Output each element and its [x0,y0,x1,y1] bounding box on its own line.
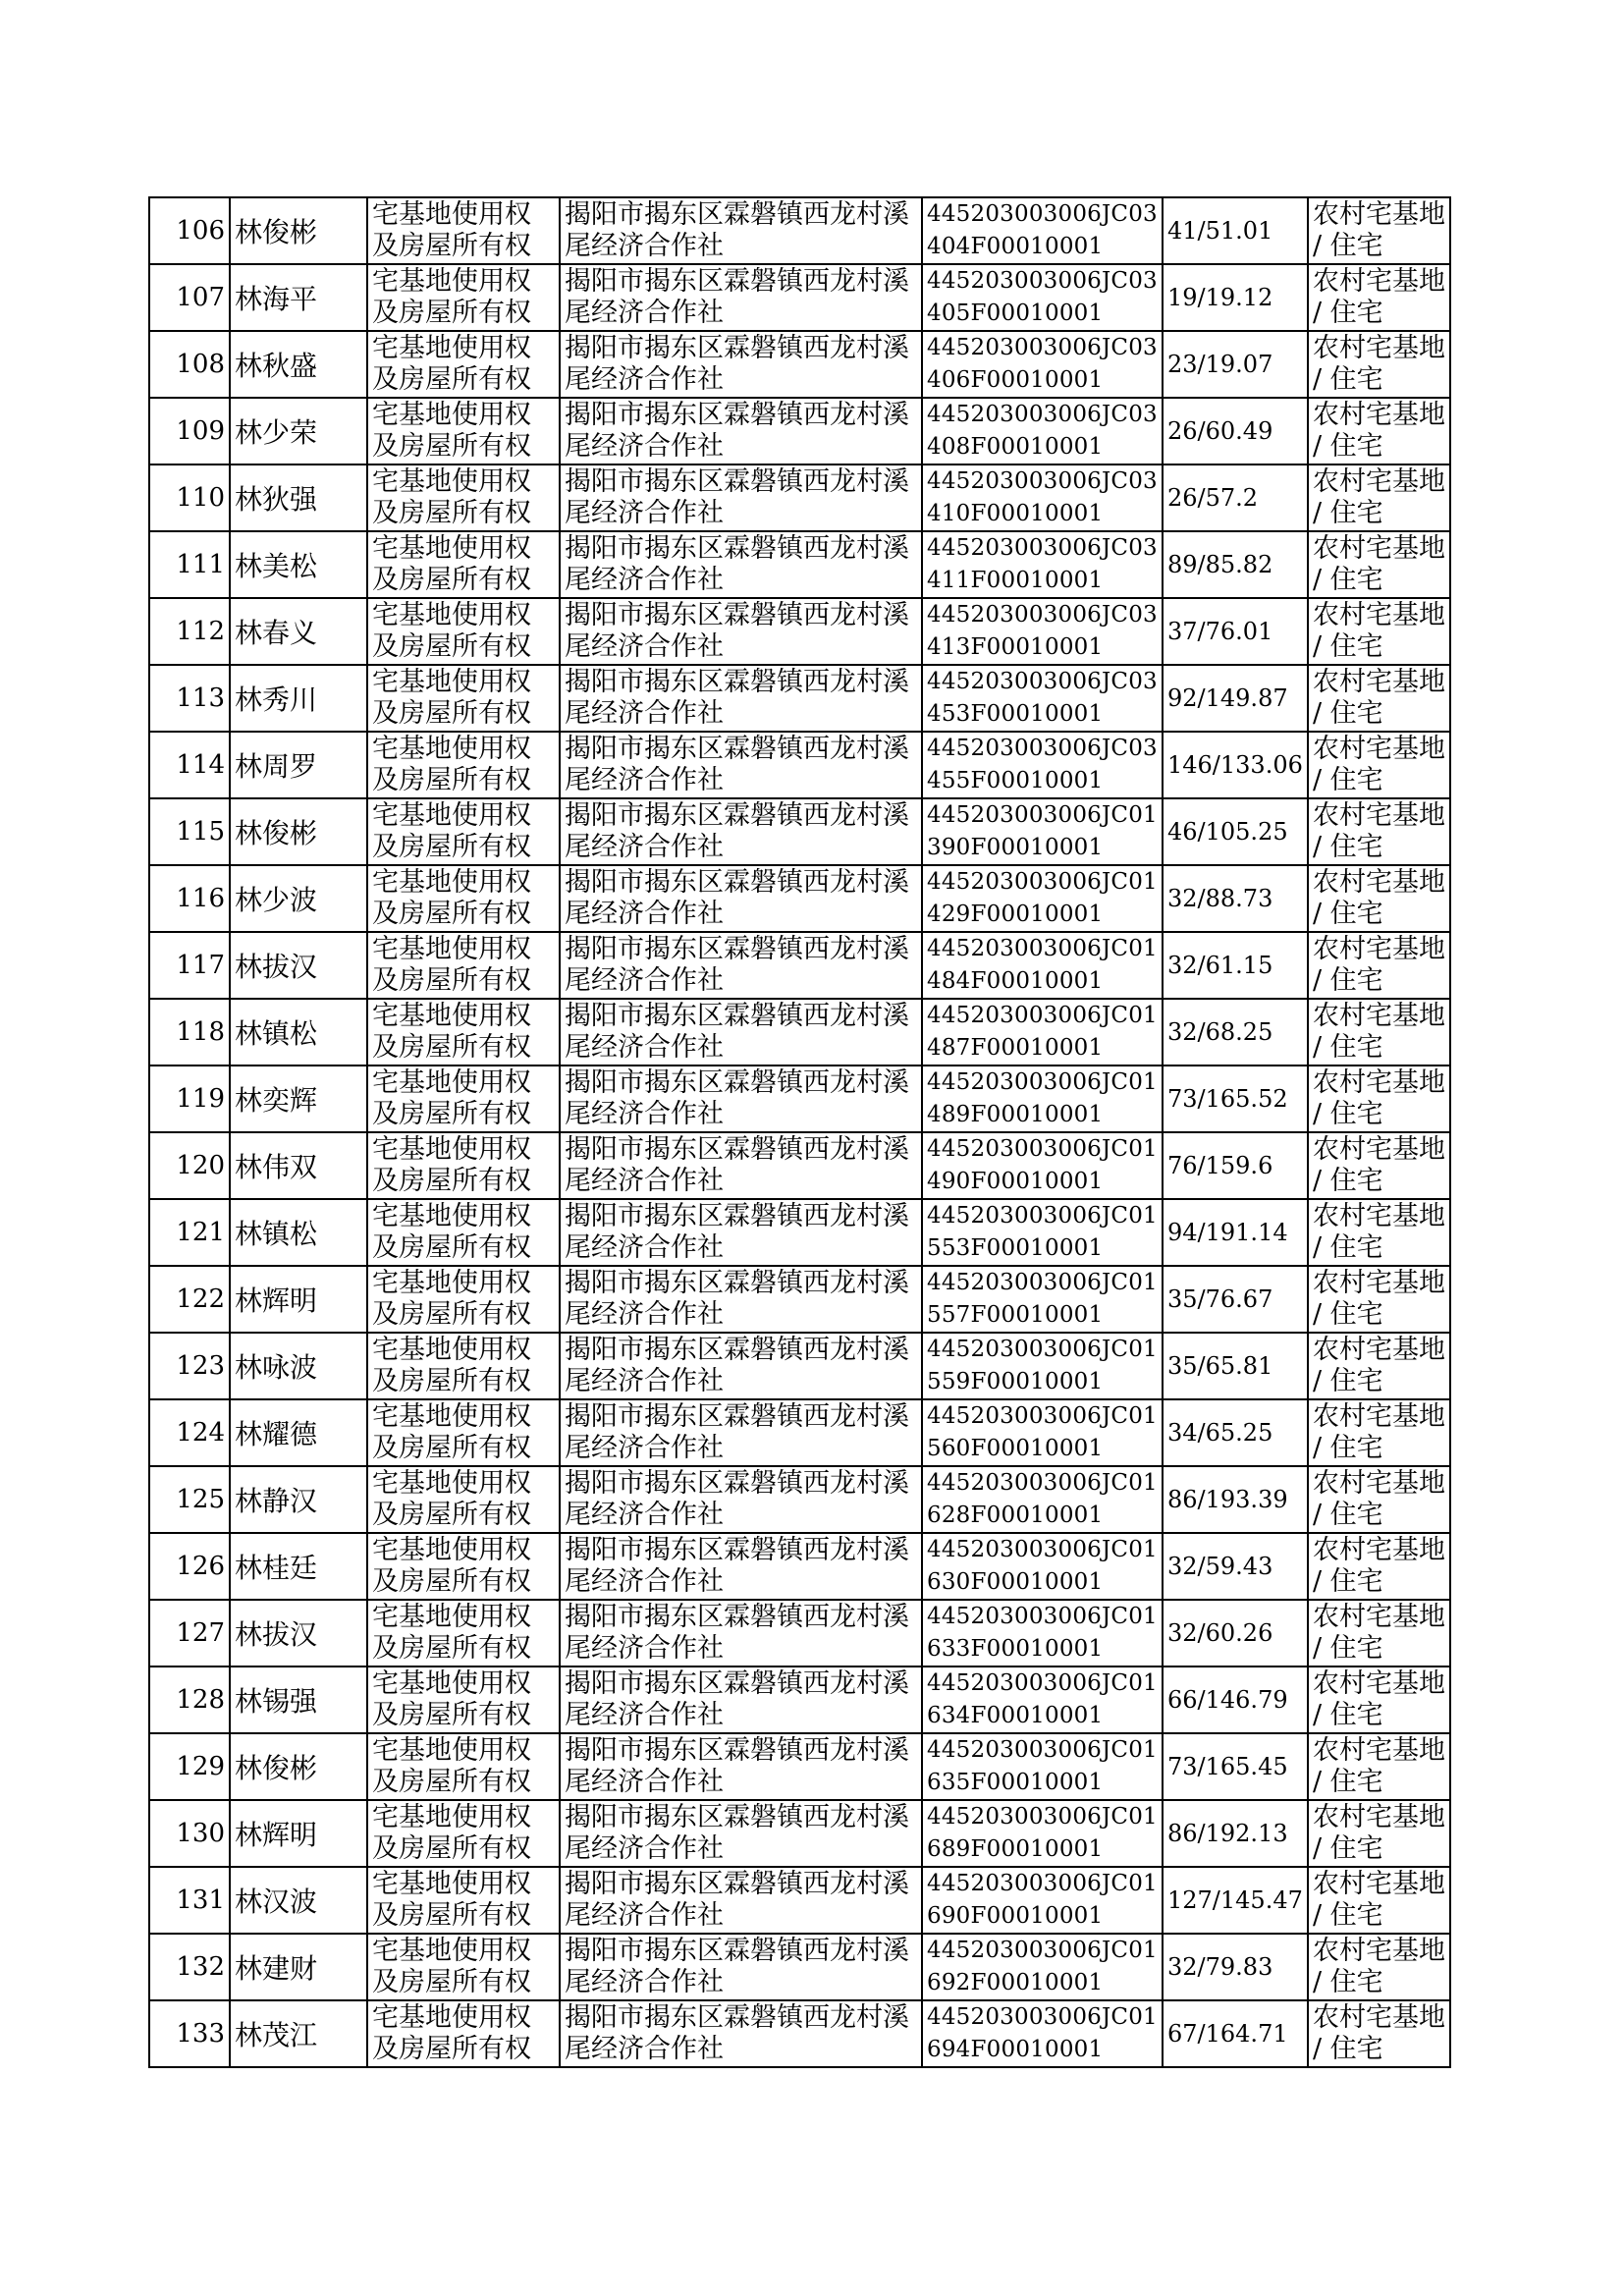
cell-usage: 农村宅基地 / 住宅 [1308,1066,1450,1132]
cell-owner-name: 林辉明 [230,1800,367,1867]
table-row [149,197,1450,264]
cell-location: 揭阳市揭东区霖磐镇西龙村溪尾经济合作社 [560,665,922,732]
cell-area: 35/76.67 [1163,1266,1308,1333]
cell-unit-code: 445203003006JC03455F00010001 [922,732,1163,798]
cell-location: 揭阳市揭东区霖磐镇西龙村溪尾经济合作社 [560,1466,922,1533]
cell-usage: 农村宅基地 / 住宅 [1308,331,1450,398]
cell-number: 111 [149,531,230,598]
cell-unit-code: 445203003006JC03410F00010001 [922,464,1163,531]
cell-number: 125 [149,1466,230,1533]
cell-right-type: 宅基地使用权及房屋所有权 [367,1667,560,1733]
cell-owner-name: 林耀德 [230,1399,367,1466]
cell-location: 揭阳市揭东区霖磐镇西龙村溪尾经济合作社 [560,1333,922,1399]
cell-usage: 农村宅基地 / 住宅 [1308,464,1450,531]
cell-usage: 农村宅基地 / 住宅 [1308,1466,1450,1533]
cell-usage: 农村宅基地 / 住宅 [1308,1132,1450,1199]
cell-location: 揭阳市揭东区霖磐镇西龙村溪尾经济合作社 [560,1800,922,1867]
cell-owner-name: 林静汉 [230,1466,367,1533]
cell-number: 122 [149,1266,230,1333]
cell-usage: 农村宅基地 / 住宅 [1308,598,1450,665]
cell-location: 揭阳市揭东区霖磐镇西龙村溪尾经济合作社 [560,197,922,264]
cell-usage: 农村宅基地 / 住宅 [1308,1934,1450,2000]
cell-unit-code: 445203003006JC01694F00010001 [922,2000,1163,2067]
cell-area: 46/105.25 [1163,798,1308,865]
cell-unit-code: 445203003006JC01628F00010001 [922,1466,1163,1533]
cell-number: 106 [149,197,230,264]
cell-owner-name: 林海平 [230,264,367,331]
cell-usage: 农村宅基地 / 住宅 [1308,732,1450,798]
cell-owner-name: 林美松 [230,531,367,598]
cell-number: 123 [149,1333,230,1399]
cell-owner-name: 林辉明 [230,1266,367,1333]
cell-owner-name: 林狄强 [230,464,367,531]
cell-number: 121 [149,1199,230,1266]
cell-unit-code: 445203003006JC03453F00010001 [922,665,1163,732]
cell-right-type: 宅基地使用权及房屋所有权 [367,798,560,865]
cell-number: 124 [149,1399,230,1466]
table-row [149,1266,1450,1333]
cell-usage: 农村宅基地 / 住宅 [1308,1533,1450,1600]
cell-usage: 农村宅基地 / 住宅 [1308,1867,1450,1934]
cell-usage: 农村宅基地 / 住宅 [1308,264,1450,331]
table-row [149,1066,1450,1132]
cell-right-type: 宅基地使用权及房屋所有权 [367,1132,560,1199]
cell-location: 揭阳市揭东区霖磐镇西龙村溪尾经济合作社 [560,1533,922,1600]
cell-owner-name: 林周罗 [230,732,367,798]
cell-owner-name: 林镇松 [230,1199,367,1266]
cell-right-type: 宅基地使用权及房屋所有权 [367,1066,560,1132]
cell-location: 揭阳市揭东区霖磐镇西龙村溪尾经济合作社 [560,464,922,531]
cell-unit-code: 445203003006JC01487F00010001 [922,999,1163,1066]
cell-usage: 农村宅基地 / 住宅 [1308,865,1450,932]
table-row [149,1867,1450,1934]
cell-owner-name: 林秋盛 [230,331,367,398]
cell-location: 揭阳市揭东区霖磐镇西龙村溪尾经济合作社 [560,331,922,398]
cell-right-type: 宅基地使用权及房屋所有权 [367,264,560,331]
cell-location: 揭阳市揭东区霖磐镇西龙村溪尾经济合作社 [560,531,922,598]
cell-area: 92/149.87 [1163,665,1308,732]
cell-location: 揭阳市揭东区霖磐镇西龙村溪尾经济合作社 [560,865,922,932]
cell-area: 94/191.14 [1163,1199,1308,1266]
cell-location: 揭阳市揭东区霖磐镇西龙村溪尾经济合作社 [560,1867,922,1934]
cell-usage: 农村宅基地 / 住宅 [1308,2000,1450,2067]
table-row [149,798,1450,865]
cell-location: 揭阳市揭东区霖磐镇西龙村溪尾经济合作社 [560,1399,922,1466]
cell-owner-name: 林春义 [230,598,367,665]
table-row [149,398,1450,464]
cell-area: 86/192.13 [1163,1800,1308,1867]
cell-owner-name: 林少荣 [230,398,367,464]
cell-unit-code: 445203003006JC01630F00010001 [922,1533,1163,1600]
cell-location: 揭阳市揭东区霖磐镇西龙村溪尾经济合作社 [560,1199,922,1266]
cell-owner-name: 林汉波 [230,1867,367,1934]
cell-number: 126 [149,1533,230,1600]
cell-area: 73/165.52 [1163,1066,1308,1132]
cell-right-type: 宅基地使用权及房屋所有权 [367,1733,560,1800]
table-row [149,732,1450,798]
cell-usage: 农村宅基地 / 住宅 [1308,1399,1450,1466]
table-row [149,1199,1450,1266]
cell-usage: 农村宅基地 / 住宅 [1308,665,1450,732]
cell-area: 32/61.15 [1163,932,1308,999]
cell-right-type: 宅基地使用权及房屋所有权 [367,932,560,999]
cell-usage: 农村宅基地 / 住宅 [1308,1600,1450,1667]
cell-right-type: 宅基地使用权及房屋所有权 [367,1800,560,1867]
cell-area: 86/193.39 [1163,1466,1308,1533]
cell-right-type: 宅基地使用权及房屋所有权 [367,331,560,398]
cell-right-type: 宅基地使用权及房屋所有权 [367,598,560,665]
cell-owner-name: 林咏波 [230,1333,367,1399]
cell-unit-code: 445203003006JC03404F00010001 [922,197,1163,264]
cell-owner-name: 林俊彬 [230,798,367,865]
table-row [149,2000,1450,2067]
cell-location: 揭阳市揭东区霖磐镇西龙村溪尾经济合作社 [560,1266,922,1333]
cell-owner-name: 林俊彬 [230,1733,367,1800]
cell-number: 118 [149,999,230,1066]
table-row [149,1533,1450,1600]
table-row [149,1667,1450,1733]
cell-usage: 农村宅基地 / 住宅 [1308,1733,1450,1800]
cell-right-type: 宅基地使用权及房屋所有权 [367,197,560,264]
cell-unit-code: 445203003006JC01560F00010001 [922,1399,1163,1466]
cell-unit-code: 445203003006JC03411F00010001 [922,531,1163,598]
cell-number: 115 [149,798,230,865]
cell-unit-code: 445203003006JC01559F00010001 [922,1333,1163,1399]
cell-number: 117 [149,932,230,999]
cell-right-type: 宅基地使用权及房屋所有权 [367,464,560,531]
table-row [149,1333,1450,1399]
cell-unit-code: 445203003006JC01489F00010001 [922,1066,1163,1132]
cell-area: 23/19.07 [1163,331,1308,398]
cell-area: 41/51.01 [1163,197,1308,264]
table-row [149,1132,1450,1199]
table-row [149,1399,1450,1466]
cell-unit-code: 445203003006JC01553F00010001 [922,1199,1163,1266]
cell-area: 26/57.2 [1163,464,1308,531]
cell-right-type: 宅基地使用权及房屋所有权 [367,999,560,1066]
cell-area: 32/88.73 [1163,865,1308,932]
cell-number: 132 [149,1934,230,2000]
cell-location: 揭阳市揭东区霖磐镇西龙村溪尾经济合作社 [560,1132,922,1199]
table-body [149,197,1450,2067]
cell-owner-name: 林奕辉 [230,1066,367,1132]
table-row [149,1733,1450,1800]
cell-number: 127 [149,1600,230,1667]
cell-number: 130 [149,1800,230,1867]
table-row [149,1600,1450,1667]
cell-owner-name: 林拔汉 [230,1600,367,1667]
table-row [149,331,1450,398]
table-row [149,665,1450,732]
cell-area: 66/146.79 [1163,1667,1308,1733]
cell-location: 揭阳市揭东区霖磐镇西龙村溪尾经济合作社 [560,732,922,798]
table-row [149,531,1450,598]
table-row [149,598,1450,665]
cell-owner-name: 林建财 [230,1934,367,2000]
cell-owner-name: 林秀川 [230,665,367,732]
table-row [149,1934,1450,2000]
table-row [149,1800,1450,1867]
table-row [149,464,1450,531]
table-row [149,1466,1450,1533]
cell-number: 108 [149,331,230,398]
cell-owner-name: 林锡强 [230,1667,367,1733]
cell-area: 73/165.45 [1163,1733,1308,1800]
cell-location: 揭阳市揭东区霖磐镇西龙村溪尾经济合作社 [560,1667,922,1733]
cell-unit-code: 445203003006JC03408F00010001 [922,398,1163,464]
cell-usage: 农村宅基地 / 住宅 [1308,197,1450,264]
cell-location: 揭阳市揭东区霖磐镇西龙村溪尾经济合作社 [560,264,922,331]
cell-usage: 农村宅基地 / 住宅 [1308,1199,1450,1266]
cell-number: 119 [149,1066,230,1132]
cell-area: 32/60.26 [1163,1600,1308,1667]
registration-table [148,196,1451,2068]
cell-usage: 农村宅基地 / 住宅 [1308,531,1450,598]
cell-location: 揭阳市揭东区霖磐镇西龙村溪尾经济合作社 [560,932,922,999]
cell-unit-code: 445203003006JC01633F00010001 [922,1600,1163,1667]
cell-area: 67/164.71 [1163,2000,1308,2067]
cell-owner-name: 林俊彬 [230,197,367,264]
table-row [149,865,1450,932]
cell-area: 34/65.25 [1163,1399,1308,1466]
cell-area: 76/159.6 [1163,1132,1308,1199]
cell-number: 112 [149,598,230,665]
cell-unit-code: 445203003006JC03413F00010001 [922,598,1163,665]
table-row [149,999,1450,1066]
cell-unit-code: 445203003006JC01429F00010001 [922,865,1163,932]
cell-right-type: 宅基地使用权及房屋所有权 [367,732,560,798]
cell-usage: 农村宅基地 / 住宅 [1308,1333,1450,1399]
cell-location: 揭阳市揭东区霖磐镇西龙村溪尾经济合作社 [560,1934,922,2000]
cell-owner-name: 林伟双 [230,1132,367,1199]
cell-unit-code: 445203003006JC01634F00010001 [922,1667,1163,1733]
cell-owner-name: 林拔汉 [230,932,367,999]
cell-usage: 农村宅基地 / 住宅 [1308,1800,1450,1867]
cell-right-type: 宅基地使用权及房屋所有权 [367,398,560,464]
cell-area: 32/79.83 [1163,1934,1308,2000]
cell-number: 109 [149,398,230,464]
cell-area: 19/19.12 [1163,264,1308,331]
cell-number: 120 [149,1132,230,1199]
cell-location: 揭阳市揭东区霖磐镇西龙村溪尾经济合作社 [560,1066,922,1132]
cell-right-type: 宅基地使用权及房屋所有权 [367,2000,560,2067]
cell-usage: 农村宅基地 / 住宅 [1308,1667,1450,1733]
cell-right-type: 宅基地使用权及房屋所有权 [367,665,560,732]
cell-owner-name: 林茂江 [230,2000,367,2067]
cell-number: 131 [149,1867,230,1934]
cell-right-type: 宅基地使用权及房屋所有权 [367,1466,560,1533]
cell-number: 133 [149,2000,230,2067]
cell-unit-code: 445203003006JC01692F00010001 [922,1934,1163,2000]
cell-location: 揭阳市揭东区霖磐镇西龙村溪尾经济合作社 [560,398,922,464]
cell-location: 揭阳市揭东区霖磐镇西龙村溪尾经济合作社 [560,999,922,1066]
cell-number: 129 [149,1733,230,1800]
cell-unit-code: 445203003006JC03406F00010001 [922,331,1163,398]
cell-area: 146/133.06 [1163,732,1308,798]
cell-area: 37/76.01 [1163,598,1308,665]
cell-area: 26/60.49 [1163,398,1308,464]
cell-owner-name: 林镇松 [230,999,367,1066]
cell-number: 114 [149,732,230,798]
cell-right-type: 宅基地使用权及房屋所有权 [367,1399,560,1466]
cell-number: 128 [149,1667,230,1733]
table-row [149,264,1450,331]
cell-location: 揭阳市揭东区霖磐镇西龙村溪尾经济合作社 [560,2000,922,2067]
cell-area: 32/68.25 [1163,999,1308,1066]
cell-right-type: 宅基地使用权及房屋所有权 [367,1333,560,1399]
cell-usage: 农村宅基地 / 住宅 [1308,1266,1450,1333]
cell-unit-code: 445203003006JC01557F00010001 [922,1266,1163,1333]
cell-usage: 农村宅基地 / 住宅 [1308,398,1450,464]
cell-area: 32/59.43 [1163,1533,1308,1600]
cell-right-type: 宅基地使用权及房屋所有权 [367,531,560,598]
cell-location: 揭阳市揭东区霖磐镇西龙村溪尾经济合作社 [560,1600,922,1667]
cell-unit-code: 445203003006JC01635F00010001 [922,1733,1163,1800]
cell-right-type: 宅基地使用权及房屋所有权 [367,1867,560,1934]
cell-usage: 农村宅基地 / 住宅 [1308,932,1450,999]
cell-right-type: 宅基地使用权及房屋所有权 [367,1600,560,1667]
cell-usage: 农村宅基地 / 住宅 [1308,798,1450,865]
cell-number: 116 [149,865,230,932]
cell-unit-code: 445203003006JC03405F00010001 [922,264,1163,331]
cell-right-type: 宅基地使用权及房屋所有权 [367,865,560,932]
cell-unit-code: 445203003006JC01490F00010001 [922,1132,1163,1199]
cell-unit-code: 445203003006JC01484F00010001 [922,932,1163,999]
cell-area: 127/145.47 [1163,1867,1308,1934]
cell-unit-code: 445203003006JC01690F00010001 [922,1867,1163,1934]
cell-right-type: 宅基地使用权及房屋所有权 [367,1533,560,1600]
cell-location: 揭阳市揭东区霖磐镇西龙村溪尾经济合作社 [560,598,922,665]
cell-owner-name: 林桂廷 [230,1533,367,1600]
cell-unit-code: 445203003006JC01390F00010001 [922,798,1163,865]
cell-area: 35/65.81 [1163,1333,1308,1399]
cell-number: 113 [149,665,230,732]
cell-right-type: 宅基地使用权及房屋所有权 [367,1266,560,1333]
cell-right-type: 宅基地使用权及房屋所有权 [367,1199,560,1266]
cell-area: 89/85.82 [1163,531,1308,598]
cell-owner-name: 林少波 [230,865,367,932]
table-row [149,932,1450,999]
cell-location: 揭阳市揭东区霖磐镇西龙村溪尾经济合作社 [560,798,922,865]
cell-usage: 农村宅基地 / 住宅 [1308,999,1450,1066]
cell-number: 110 [149,464,230,531]
cell-right-type: 宅基地使用权及房屋所有权 [367,1934,560,2000]
cell-number: 107 [149,264,230,331]
cell-unit-code: 445203003006JC01689F00010001 [922,1800,1163,1867]
cell-location: 揭阳市揭东区霖磐镇西龙村溪尾经济合作社 [560,1733,922,1800]
